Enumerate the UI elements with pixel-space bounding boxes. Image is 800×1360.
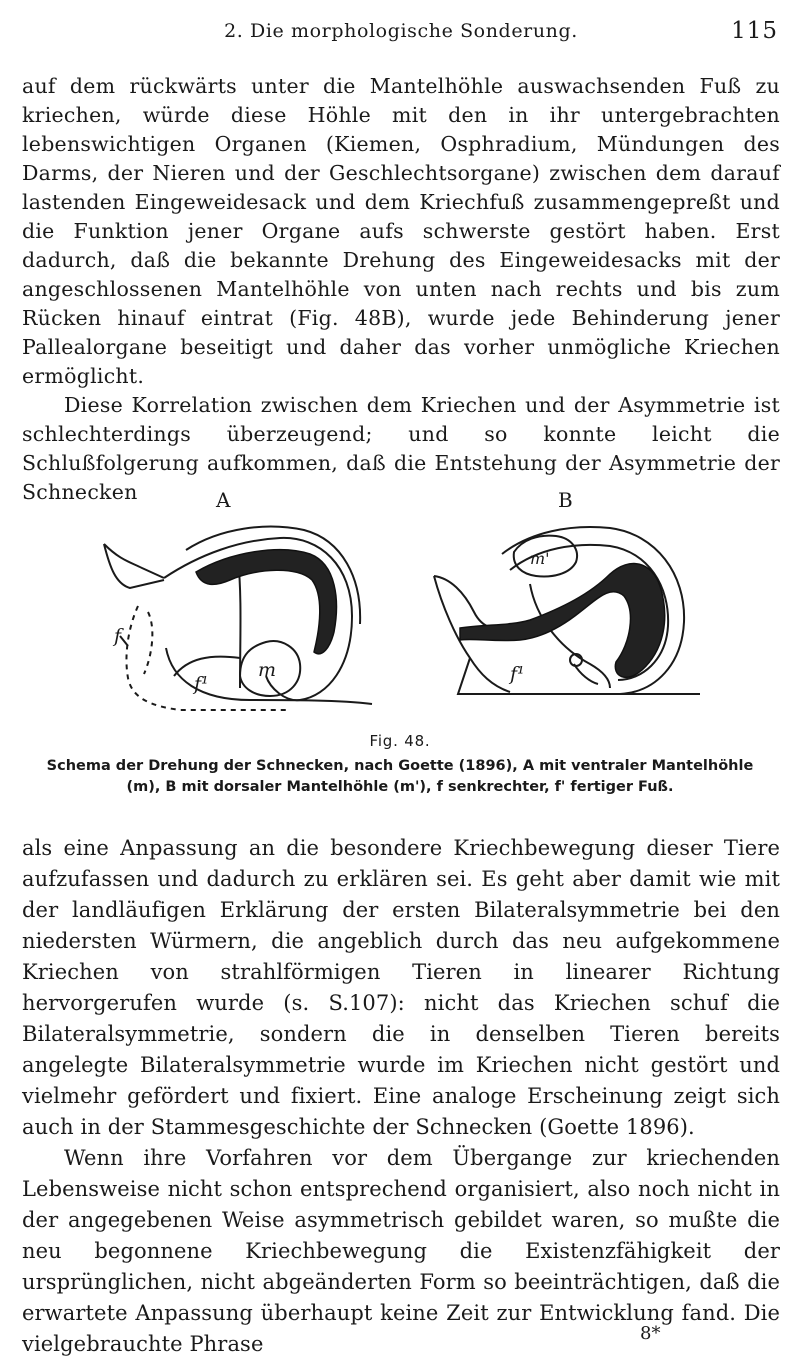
paragraph: auf dem rückwärts unter die Mantelhöhle auswachsenden Fuß zu kriechen, würde diese Höhle mit den in ihr untergebrachten lebenswichtigen Organen (Kiemen, Osphradium, Mündungen des Darms, der Nieren und der Geschlechtsorgane) zwischen dem darauf lastenden Eingeweidesack und dem Kriechfuß zusammengepreßt und die Funktion jener Organe aufs schwerste gestört haben. Erst dadurch, daß die bekannte Drehung des Eingeweidesacks mit der angeschlossenen Mantelhöhle von unten nach rechts und bis zum Rücken hinauf eintrat (Fig. 48B), wurde jede Behinderung jener Pallealorgane beseitigt und daher das vorher unmögliche Kriechen ermöglicht. <box>22 74 780 388</box>
signature-mark: 8* <box>640 1323 661 1344</box>
figure-letter-m: m <box>258 659 277 681</box>
figure-letter-m-prime: m' <box>530 549 550 568</box>
paragraph: als eine Anpassung an die besondere Kriechbewegung dieser Tiere aufzufassen und dadurch zu erklären sei. Es geht aber damit wie mit der landläufigen Erklärung der ersten Bilateralsymmetrie bei den niedersten Würmern, die angeblich durch das neu aufgekommene Kriechen von strahlförmigen Tieren in linearer Richtung hervorgerufen wurde (s. S.107): nicht das Kriechen schuf die Bilateralsymmetrie, sondern die in denselben Tieren bereits angelegte Bilateralsymmetrie wurde im Kriechen nicht gestört und vielmehr gefördert und fixiert. Eine analoge Erscheinung zeigt sich auch in der Stammesgeschichte der Schnecken (Goette 1896). <box>22 836 780 1139</box>
snail-torsion-diagram <box>90 488 700 728</box>
intestine-a <box>196 550 336 654</box>
intestine-b <box>460 564 665 678</box>
figure-48-snail-torsion-illustration <box>90 488 700 728</box>
body-text-top <box>22 72 780 507</box>
body-text-bottom <box>22 833 780 1360</box>
figure-letter-f: f <box>114 625 122 647</box>
paragraph: Wenn ihre Vorfahren vor dem Übergange zur kriechenden Lebensweise nicht schon entsprechend organisiert, also noch nicht in der angegebenen Weise asymmetrisch gebildet waren, so mußte die neu begonnene Kriechbewegung die Existenzfähigkeit der ursprünglichen, nicht abgeänderten Form so beeinträchtigen, daß die erwartete Anpassung überhaupt keine Zeit zur Entwicklung fand. Die vielgebrauchte Phrase <box>22 1146 780 1356</box>
chapter-title: 2. Die morphologische Sonderung. <box>224 20 578 42</box>
figure-label-b: B <box>558 488 573 512</box>
running-head <box>22 18 780 54</box>
figure-letter-f1-a: f¹ <box>194 673 209 695</box>
figure-letter-f1-b: f¹ <box>510 663 525 685</box>
figure-number: Fig. 48. <box>369 732 431 750</box>
paragraph: Diese Korrelation zwischen dem Kriechen und der Asymmetrie ist schlechterdings überzeugend; und so konnte leicht die Schlußfolgerung aufkommen, daß die Entstehung der Asymmetrie der Schnecken <box>22 393 780 504</box>
figure-label-a: A <box>216 488 231 512</box>
page-number: 115 <box>731 18 778 44</box>
figure-caption: Schema der Drehung der Schnecken, nach Goette (1896), A mit ventraler Mantelhöhle (m), B mit dorsaler Mantelhöhle (m'), f senkrechter, f' fertiger Fuß. <box>46 758 754 795</box>
